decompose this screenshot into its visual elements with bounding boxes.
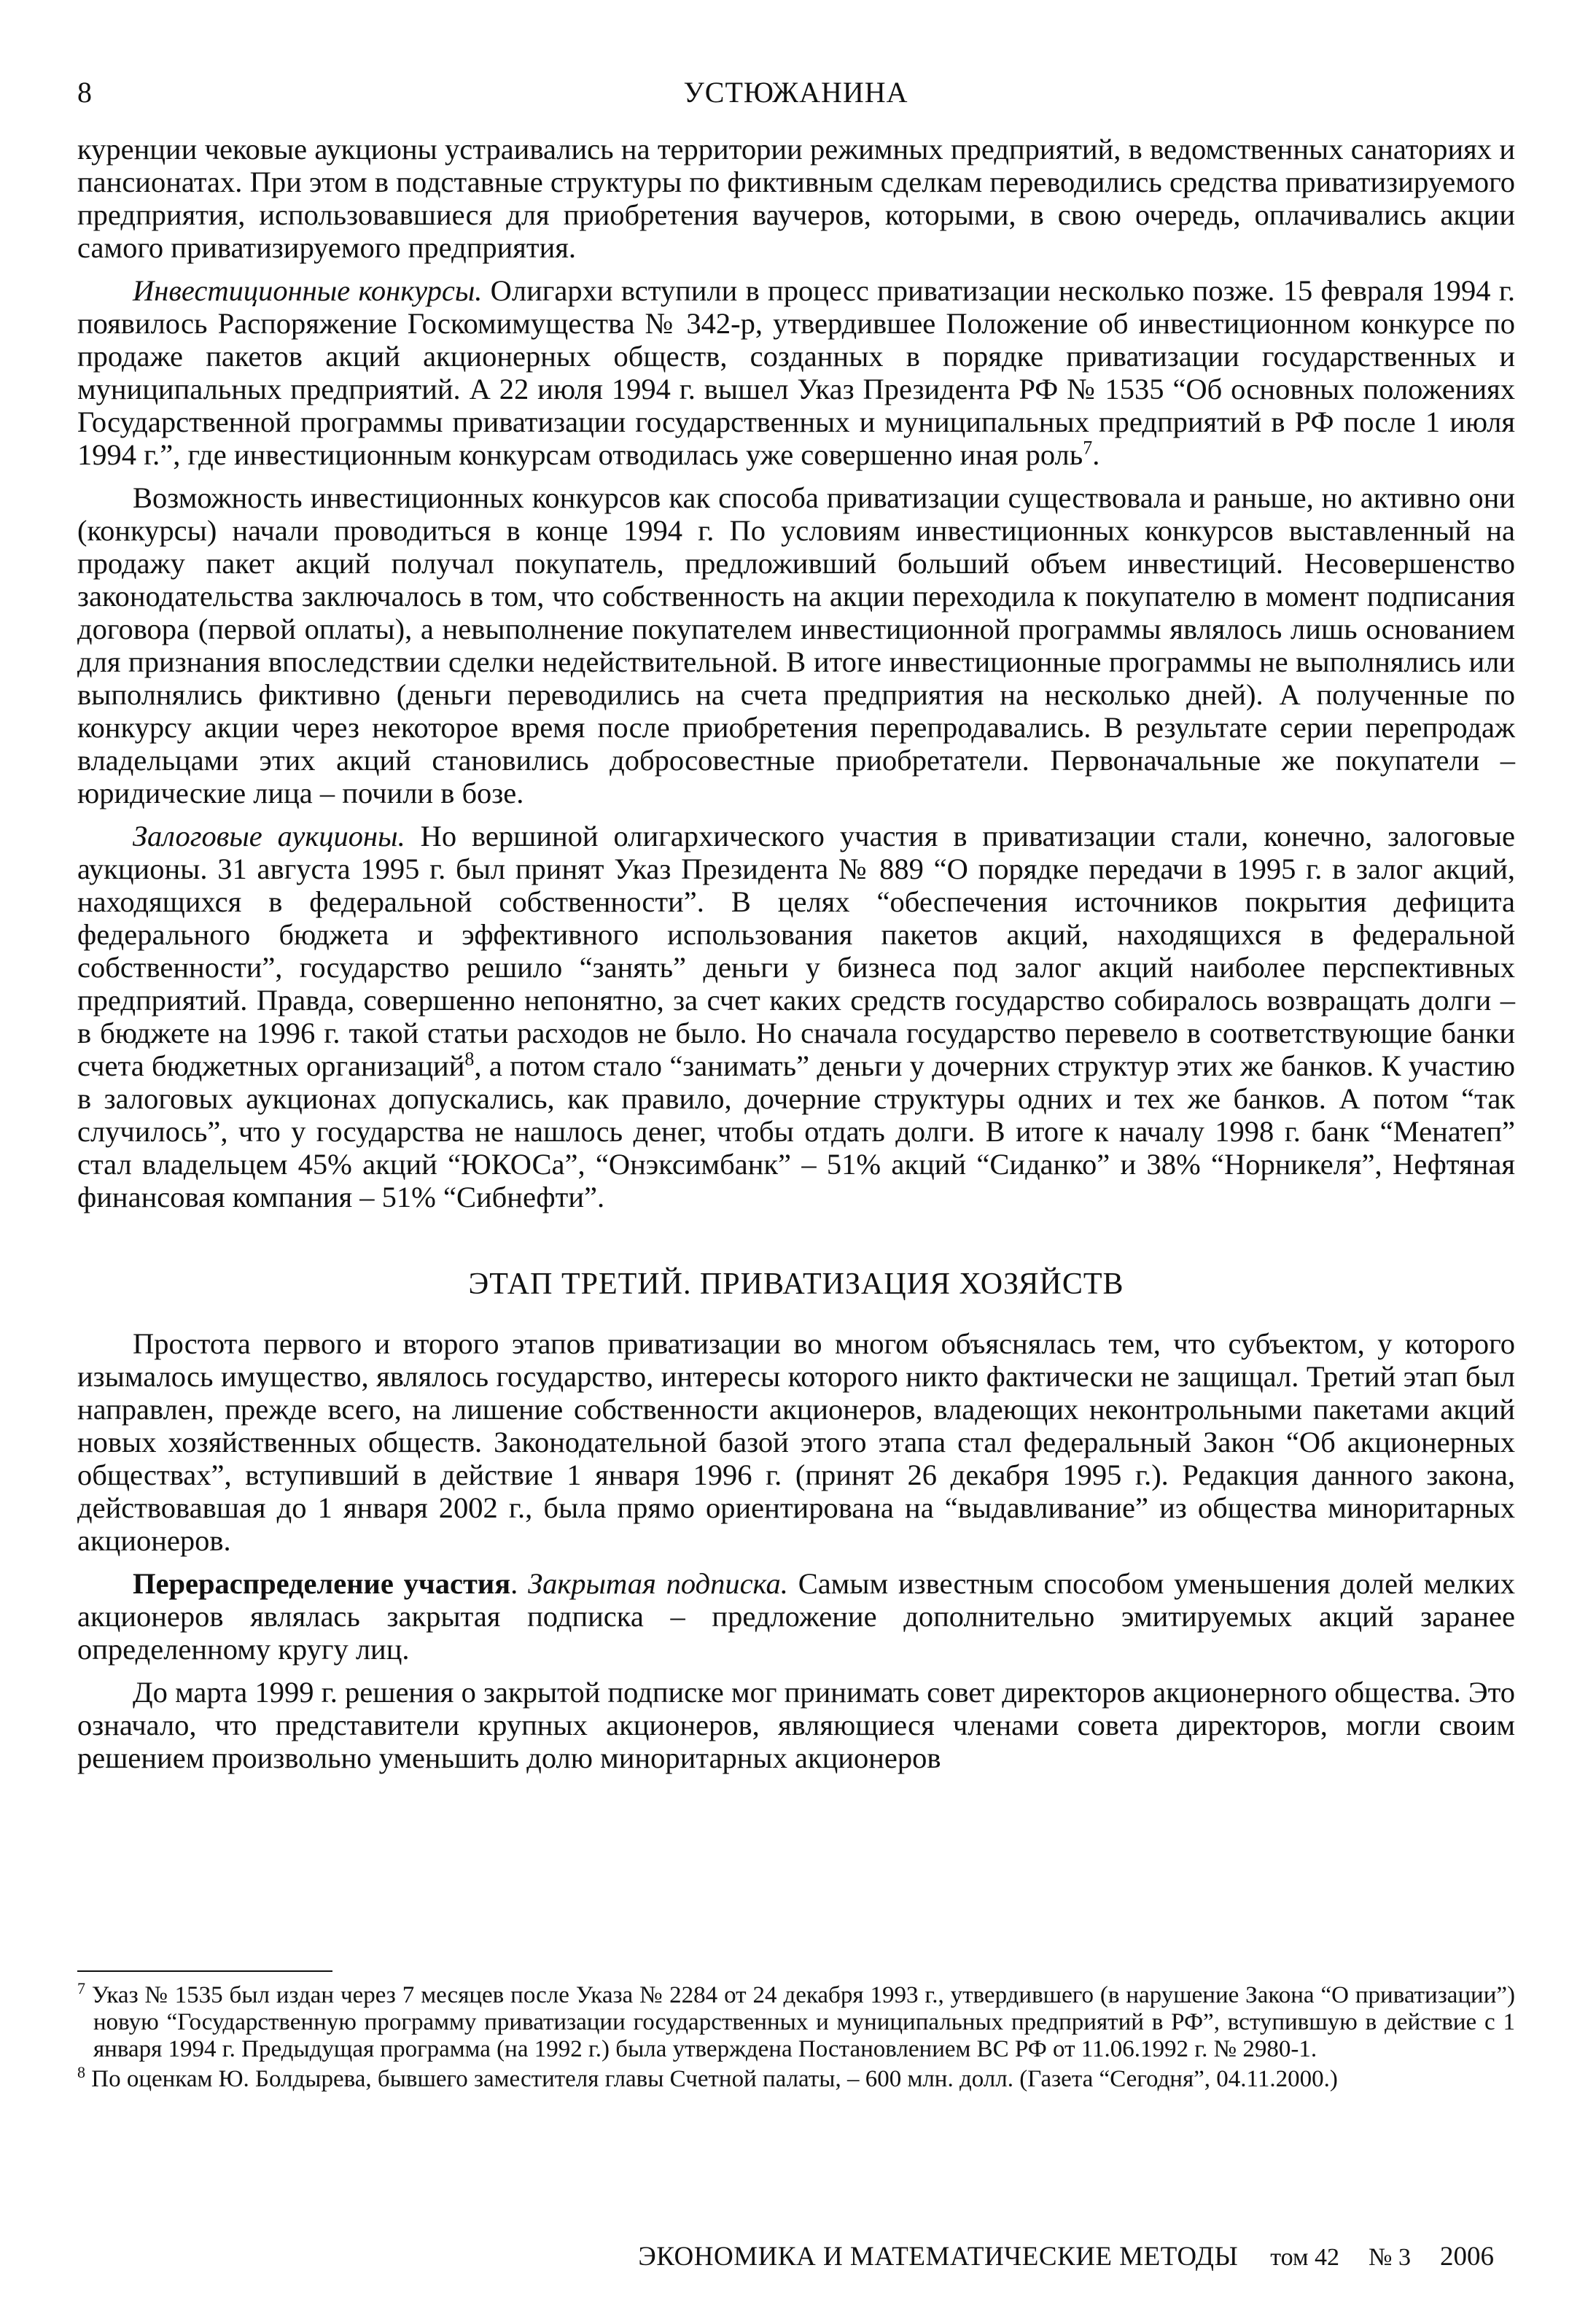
footer-journal-name: ЭКОНОМИКА И МАТЕМАТИЧЕСКИЕ МЕТОДЫ [638,2242,1239,2272]
running-head [77,74,1514,118]
footnote-divider [77,1970,332,1972]
paragraph-2-end: . [1092,438,1100,471]
page-footer [638,2240,1494,2275]
footnote-ref-7[interactable]: 7 [1083,437,1093,459]
footer-year: 2006 [1440,2242,1494,2272]
closed-subscription-lead: Закрытая подписка. [528,1567,788,1600]
section-heading: ЭТАП ТРЕТИЙ. ПРИВАТИЗАЦИЯ ХОЗЯЙСТВ [468,1267,1124,1301]
page-number: 8 [77,76,92,109]
investment-contests-lead: Инвестиционные конкурсы. [133,274,483,307]
paragraph-2-text: Олигархи вступили в процесс приватизации несколько позже. 15 февраля 1994 г. появилось Распоряжение Госкомимущества № 342-р, утвердившее Положение об инвестиционном конкурсе по продаже пакетов акций акционерных обществ, созданных в порядке приватизации государственных и муниципальных предприятий. А 22 июля 1994 г. вышел Указ Президента РФ № 1535 “Об основных положениях Государственной программы приватизации государственных и муниципальных предприятий в РФ после 1 июля 1994 г.”, где инвестиционным конкурсам отводилась уже совершенно иная роль [77,274,1515,471]
footnote-7-text: Указ № 1535 был издан через 7 месяцев после Указа № 2284 от 24 декабря 1993 г., утвердившего (в нарушение Закона “О приватизации”) новую “Государственную программу приватизации государственных и муниципальных предприятий в РФ”, вступившую в действие с 1 января 1994 г. Предыдущая программа (на 1992 г.) была утверждена Постановлением ВС РФ от 11.06.1992 г. № 2980-1. [85,1982,1515,2062]
pledge-auctions-lead: Залоговые аукционы. [133,820,405,852]
paragraph-redistribution [77,1567,1515,1666]
footnote-8 [77,2063,1515,2093]
paragraph-6-text: Самым известным способом уменьшения долей мелких акционеров являлась закрытая подписка – предложение дополнительно эмитируемых акций заранее определенному кругу лиц. [77,1567,1516,1666]
footnotes [77,1970,1515,2093]
paragraph-4-text: Но вершиной олигархического участия в приватизации стали, конечно, залоговые аукционы. 31 августа 1995 г. был принят Указ Президента № 889 “О порядке передачи в 1995 г. в залог акций, находящихся в федеральной собственности”. В целях “обеспечения источников покрытия дефицита федерального бюджета и эффективного использования пакетов акций, находящихся в федеральной собственности”, государство решило “занять” деньги у бизнеса под залог акций наиболее перспективных предприятий. Правда, совершенно непонятно, за счет каких средств государство собиралось возвращать долги – в бюджете на 1996 г. такой статьи расходов не было. Но сначала государство перевело в соответствующие банки счета бюджетных организаций [77,820,1515,1082]
article-body [77,133,1515,1774]
paragraph-3-text: Возможность инвестиционных конкурсов как способа приватизации существовала и раньше, но активно они (конкурсы) начали проводиться в конце 1994 г. По условиям инвестиционных конкурсов выставленный на продажу пакет акций получал покупатель, предложивший больший объем инвестиций. Несовершенство законодательства заключалось в том, что собственность на акции переходила к покупателю в момент подписания договора (первой оплаты), а невыполнение покупателем инвестиционной программы являлось лишь основанием для признания впоследствии сделки недействительной. В итоге инвестиционные программы не выполнялись или выполнялись фиктивно (деньги переводились на счета предприятия на несколько дней). А полученные по конкурсу акции через некоторое время после приобретения перепродавались. В результате серии перепродаж владельцами этих акций становились добросовестные приобретатели. Первоначальные же покупатели – юридические лица – почили в бозе. [77,481,1515,809]
redistribution-separator: . [510,1567,529,1600]
redistribution-lead: Перераспределение участия [133,1567,511,1600]
footnote-7 [77,1979,1515,2063]
footnote-8-text: По оценкам Ю. Болдырева, бывшего заместителя главы Счетной палаты, – 600 млн. долл. (Газета “Сегодня”, 04.11.2000.) [85,2066,1338,2092]
paragraph-1-text: куренции чековые аукционы устраивались на территории режимных предприятий, в ведомственных санаториях и пансионатах. При этом в подставные структуры по фиктивным сделкам переводились средства приватизируемого предприятия, использовавшиеся для приобретения ваучеров, которыми, в свою очередь, оплачивались акции самого приватизируемого предприятия. [77,133,1515,264]
footnote-7-mark: 7 [77,1979,85,1997]
footnote-ref-8[interactable]: 8 [464,1048,475,1070]
paragraph-5-text: Простота первого и второго этапов приватизации во многом объяснялась тем, что субъектом, у которого изымалось имущество, являлось государство, интересы которого никто фактически не защищал. Третий этап был направлен, прежде всего, на лишение собственности акционеров, владеющих неконтрольными пакетами акций новых хозяйственных обществ. Законодательной базой этого этапа стал федеральный Закон “Об акционерных обществах”, вступивший в действие 1 января 1996 г. (принят 26 декабря 1995 г.). Редакция данного закона, действовавшая до 1 января 2002 г., была прямо ориентирована на “выдавливание” из общества миноритарных акционеров. [77,1327,1515,1557]
paragraph-1 [77,133,1515,264]
running-head-author: УСТЮЖАНИНА [683,76,908,109]
paragraph-5 [77,1327,1515,1557]
paragraph-7-text: До марта 1999 г. решения о закрытой подписке мог принимать совет директоров акционерного общества. Это означало, что представители крупных акционеров, являющиеся членами совета директоров, могли своим решением произвольно уменьшить долю миноритарных акционеров [77,1676,1515,1774]
paragraph-investment-contests [77,274,1515,471]
paragraph-3 [77,481,1515,809]
footnote-8-mark: 8 [77,2063,85,2081]
paragraph-4-end: , а потом стало “занимать” деньги у дочерних структур этих же банков. К участию в залоговых аукционах допускались, как правило, дочерние структуры одних и тех же банков. А потом “так случилось”, что у государства не нашлось денег, чтобы отдать долги. В итоге к началу 1998 г. банк “Менатеп” стал владельцем 45% акций “ЮКОСа”, “Онэксимбанк” – 51% акций “Сиданко” и 38% “Норникеля”, Нефтяная финансовая компания – 51% “Сибнефти”. [77,1049,1515,1213]
footer-volume: том 42 [1270,2244,1340,2271]
paragraph-7 [77,1676,1515,1774]
footer-issue: № 3 [1369,2244,1411,2271]
paragraph-pledge-auctions [77,820,1515,1213]
